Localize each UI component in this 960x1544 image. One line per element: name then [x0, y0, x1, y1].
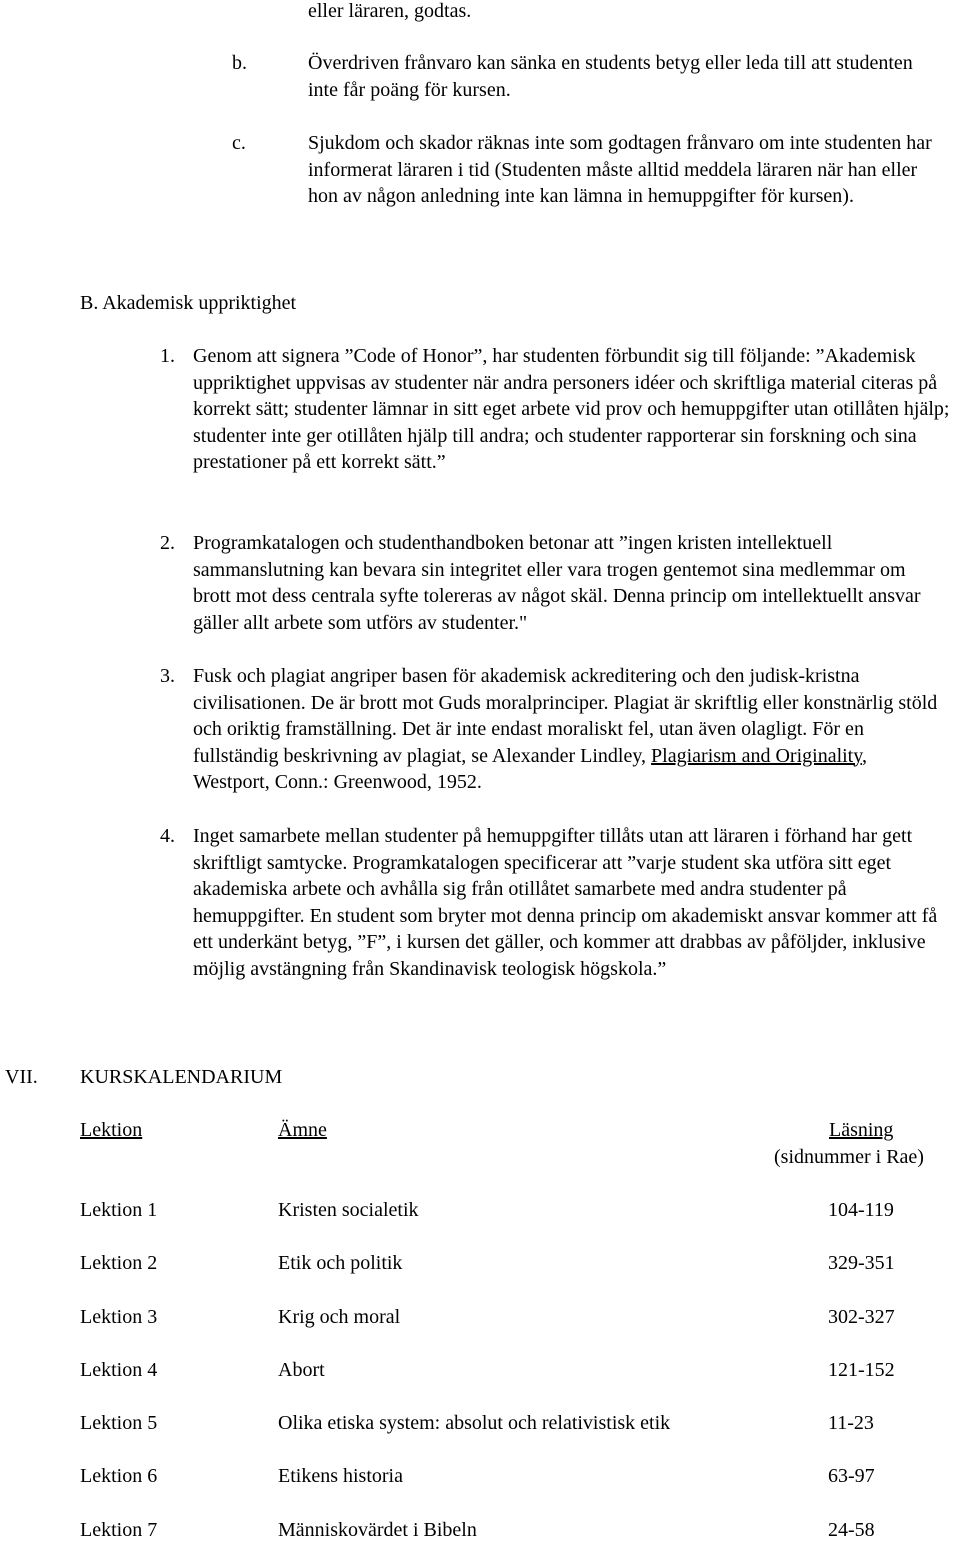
item-number-1: 1. — [160, 345, 175, 367]
table-row — [0, 1463, 960, 1490]
cell-pages: 63-97 — [828, 1465, 875, 1487]
cell-pages: 104-119 — [828, 1199, 894, 1221]
cell-lesson: Lektion 7 — [80, 1519, 158, 1541]
cell-topic: Olika etiska system: absolut och relativistisk etik — [278, 1412, 671, 1434]
item-text-4: Inget samarbete mellan studenter på hemuppgifter tillåts utan att läraren i förhand har gett skriftligt samtycke. Programkatalogen specificerar att ”varje student ska utföra sitt eget akademiska arbete och avhålla sig från otillåtet samarbete med andra studenter på hemuppgifter. En student som bryter mot denna princip om akademiskt ansvar kommer att få ett underkänt betyg, ”F”, i kursen det gäller, och kommer att drabbas av påföljder, inklusive möjlig avstängning från Skandinavisk teologisk högskola.” — [193, 825, 938, 980]
section-b-heading: B. Akademisk uppriktighet — [80, 292, 297, 314]
item-number-4: 4. — [160, 825, 175, 847]
cell-lesson: Lektion 6 — [80, 1465, 158, 1487]
table-row — [0, 1304, 960, 1331]
cell-pages: 121-152 — [828, 1359, 895, 1381]
cell-lesson: Lektion 2 — [80, 1252, 158, 1274]
cell-topic: Etikens historia — [278, 1465, 403, 1487]
cell-lesson: Lektion 3 — [80, 1306, 158, 1328]
cell-topic: Etik och politik — [278, 1252, 403, 1274]
item-text-3-before: Fusk och plagiat angriper basen för akademisk ackreditering och den judisk-kristna civilisationen. De är brott mot Guds moralprinciper. Plagiat är skriftlig eller konstnärlig stöld och oriktig framställning. Det är inte endast moraliskt fel, utan även olagligt. För en fullständig beskrivning av plagiat, se Alexander Lindley, — [193, 665, 938, 767]
cell-pages: 11-23 — [828, 1412, 874, 1434]
header-amne: Ämne — [278, 1119, 327, 1141]
table-row — [0, 1357, 960, 1384]
cell-pages: 24-58 — [828, 1519, 875, 1541]
cell-lesson: Lektion 5 — [80, 1412, 158, 1434]
list-item-b: Överdriven frånvaro kan sänka en students betyg eller leda till att studenten inte får poäng för kursen. — [308, 52, 913, 101]
cell-topic: Kristen socialetik — [278, 1199, 419, 1221]
cell-lesson: Lektion 4 — [80, 1359, 158, 1381]
table-row — [0, 1250, 960, 1277]
item-text-3 — [193, 663, 945, 796]
header-lektion: Lektion — [80, 1119, 143, 1141]
table-row — [0, 1410, 960, 1437]
header-lasning: Läsning — [829, 1119, 894, 1141]
cell-topic: Krig och moral — [278, 1306, 401, 1328]
list-marker-c: c. — [232, 132, 246, 154]
section-vii-number: VII. — [5, 1066, 38, 1088]
paragraph-fragment: eller läraren, godtas. — [308, 0, 472, 22]
item-number-3: 3. — [160, 665, 175, 687]
item-number-2: 2. — [160, 532, 175, 554]
item-text-3-after: , Westport, Conn.: Greenwood, 1952. — [193, 744, 867, 793]
list-item-c: Sjukdom och skador räknas inte som godtagen frånvaro om inte studenten har informerat läraren i tid (Studenten måste alltid meddela läraren när han eller hon av någon anledning inte kan lämna in hemuppgifter för kursen). — [308, 132, 932, 207]
cell-pages: 302-327 — [828, 1306, 895, 1328]
item-text-1: Genom att signera ”Code of Honor”, har studenten förbundit sig till följande: ”Akademisk uppriktighet uppvisas av studenter när andra personers idéer och skriftliga material citeras på korrekt sätt; studenter lämnar in sitt eget arbete vid prov och hemuppgifter utan otillåten hjälp; studenter inte ger otillåten hjälp till andra; och studenter rapporterar sin forskning och sina prestationer på ett korrekt sätt.” — [193, 345, 950, 473]
book-title: Plagiarism and Originality — [651, 744, 862, 767]
header-sidnummer: (sidnummer i Rae) — [774, 1146, 924, 1168]
table-row — [0, 1197, 960, 1224]
cell-topic: Människovärdet i Bibeln — [278, 1519, 477, 1541]
list-marker-b: b. — [232, 52, 247, 74]
cell-topic: Abort — [278, 1359, 325, 1381]
section-vii-title: KURSKALENDARIUM — [80, 1066, 283, 1088]
item-text-2: Programkatalogen och studenthandboken betonar att ”ingen kristen intellektuell sammanslutning kan bevara sin integritet eller vara trogen gentemot sina medlemmar om brott mot dess centrala syfte tolereras av något skäl. Denna princip om intellektuellt ansvar gäller allt arbete som utförs av studenter." — [193, 532, 921, 634]
cell-pages: 329-351 — [828, 1252, 895, 1274]
cell-lesson: Lektion 1 — [80, 1199, 158, 1221]
table-row — [0, 1517, 960, 1544]
